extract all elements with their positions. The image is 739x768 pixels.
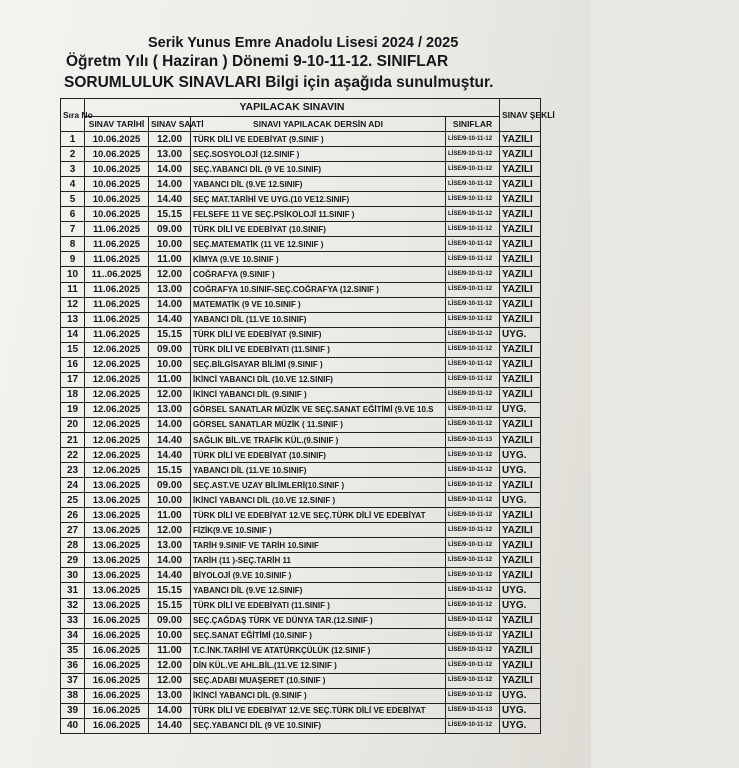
exam-time: 11.00	[149, 508, 191, 523]
subject-name: SEÇ.MATEMATİK (11 VE 12.SINIF )	[191, 237, 446, 252]
exam-type: UYG.	[500, 703, 541, 718]
subject-name: BİYOLOJİ (9.VE 10.SINIF )	[191, 568, 446, 583]
exam-date: 10.06.2025	[85, 207, 149, 222]
exam-type: YAZILI	[500, 267, 541, 282]
exam-date: 13.06.2025	[85, 523, 149, 538]
subject-name: İKİNCİ YABANCI DİL (10.VE 12.SINIF)	[191, 372, 446, 387]
exam-time: 14.00	[149, 553, 191, 568]
exam-title: SORUMLULUK SINAVLARI Bilgi için aşağıda sunulmuştur.	[64, 74, 494, 91]
table-row	[61, 583, 541, 598]
classes: LİSE/9-10-11-12	[446, 553, 500, 568]
row-number: 21	[61, 432, 85, 447]
exam-date: 13.06.2025	[85, 583, 149, 598]
classes: LİSE/9-10-11-12	[446, 327, 500, 342]
exam-type: YAZILI	[500, 568, 541, 583]
exam-date: 11.06.2025	[85, 237, 149, 252]
exam-type: YAZILI	[500, 538, 541, 553]
row-number: 19	[61, 402, 85, 417]
subject-name: YABANCI DİL (9.VE 12.SINIF)	[191, 177, 446, 192]
subject-name: MATEMATİK (9 VE 10.SINIF )	[191, 297, 446, 312]
exam-time: 14.40	[149, 432, 191, 447]
table-row	[61, 327, 541, 342]
subject-name: SEÇ.AST.VE UZAY BİLİMLERİ(10.SINIF )	[191, 478, 446, 493]
exam-time: 13.00	[149, 402, 191, 417]
classes: LİSE/9-10-11-12	[446, 132, 500, 147]
row-number: 3	[61, 162, 85, 177]
row-number: 31	[61, 583, 85, 598]
exam-time: 12.00	[149, 132, 191, 147]
classes: LİSE/9-10-11-12	[446, 252, 500, 267]
table-row	[61, 493, 541, 508]
table-row	[61, 297, 541, 312]
row-number: 9	[61, 252, 85, 267]
table-row	[61, 658, 541, 673]
exam-type: YAZILI	[500, 147, 541, 162]
row-number: 2	[61, 147, 85, 162]
row-number: 39	[61, 703, 85, 718]
classes: LİSE/9-10-11-12	[446, 568, 500, 583]
table-row	[61, 448, 541, 463]
table-row	[61, 132, 541, 147]
subject-name: TÜRK DİLİ VE EDEBİYATI (11.SINIF )	[191, 342, 446, 357]
subject-name: TÜRK DİLİ VE EDEBİYAT (9.SINIF)	[191, 327, 446, 342]
exam-time: 09.00	[149, 342, 191, 357]
exam-type: YAZILI	[500, 297, 541, 312]
table-row	[61, 342, 541, 357]
classes: LİSE/9-10-11-12	[446, 372, 500, 387]
exam-date: 11.06.2025	[85, 282, 149, 297]
row-number: 11	[61, 282, 85, 297]
exam-date: 16.06.2025	[85, 613, 149, 628]
col-header-time: SINAV SAATİ	[149, 117, 191, 132]
subject-name: FİZİK(9.VE 10.SINIF )	[191, 523, 446, 538]
row-number: 27	[61, 523, 85, 538]
exam-type: YAZILI	[500, 192, 541, 207]
subject-name: DİN KÜL.VE AHL.BİL.(11.VE 12.SINIF )	[191, 658, 446, 673]
exam-time: 11.00	[149, 252, 191, 267]
row-number: 37	[61, 673, 85, 688]
exam-type: YAZILI	[500, 132, 541, 147]
row-number: 34	[61, 628, 85, 643]
row-number: 18	[61, 387, 85, 402]
exam-type: YAZILI	[500, 252, 541, 267]
subject-name: TÜRK DİLİ VE EDEBİYAT (9.SINIF )	[191, 132, 446, 147]
exam-time: 14.40	[149, 312, 191, 327]
row-number: 12	[61, 297, 85, 312]
exam-date: 10.06.2025	[85, 162, 149, 177]
row-number: 23	[61, 463, 85, 478]
classes: LİSE/9-10-11-12	[446, 463, 500, 478]
classes: LİSE/9-10-11-12	[446, 387, 500, 402]
table-row	[61, 478, 541, 493]
row-number: 25	[61, 493, 85, 508]
table-row	[61, 207, 541, 222]
table-row	[61, 387, 541, 402]
exam-time: 12.00	[149, 267, 191, 282]
exam-type: YAZILI	[500, 177, 541, 192]
exam-date: 12.06.2025	[85, 372, 149, 387]
row-number: 29	[61, 553, 85, 568]
subject-name: SEÇ.ÇAĞDAŞ TÜRK VE DÜNYA TAR.(12.SINIF )	[191, 613, 446, 628]
exam-date: 13.06.2025	[85, 598, 149, 613]
subject-name: YABANCI DİL (9.VE 12.SINIF)	[191, 583, 446, 598]
exam-date: 12.06.2025	[85, 402, 149, 417]
subject-name: TÜRK DİLİ VE EDEBİYATI (11.SINIF )	[191, 598, 446, 613]
exam-type: UYG.	[500, 463, 541, 478]
exam-time: 13.00	[149, 538, 191, 553]
classes: LİSE/9-10-11-12	[446, 342, 500, 357]
row-number: 8	[61, 237, 85, 252]
classes: LİSE/9-10-11-12	[446, 688, 500, 703]
exam-time: 15.15	[149, 207, 191, 222]
exam-type: YAZILI	[500, 222, 541, 237]
classes: LİSE/9-10-11-12	[446, 207, 500, 222]
exam-time: 12.00	[149, 523, 191, 538]
row-number: 30	[61, 568, 85, 583]
exam-type: YAZILI	[500, 432, 541, 447]
classes: LİSE/9-10-11-12	[446, 613, 500, 628]
exam-time: 09.00	[149, 613, 191, 628]
subject-name: TÜRK DİLİ VE EDEBİYAT (10.SINIF)	[191, 222, 446, 237]
exam-type: YAZILI	[500, 312, 541, 327]
exam-date: 11.06.2025	[85, 222, 149, 237]
exam-date: 12.06.2025	[85, 432, 149, 447]
row-number: 14	[61, 327, 85, 342]
subject-name: SEÇ.BİLGİSAYAR BİLİMİ (9.SINIF )	[191, 357, 446, 372]
table-row	[61, 147, 541, 162]
classes: LİSE/9-10-11-12	[446, 162, 500, 177]
exam-date: 11.06.2025	[85, 252, 149, 267]
classes: LİSE/9-10-11-12	[446, 508, 500, 523]
exam-date: 13.06.2025	[85, 478, 149, 493]
subject-name: İKİNCİ YABANCI DİL (10.VE 12.SINIF )	[191, 493, 446, 508]
table-row	[61, 538, 541, 553]
subject-name: TARİH (11 )-SEÇ.TARİH 11	[191, 553, 446, 568]
exam-type: YAZILI	[500, 613, 541, 628]
subject-name: KİMYA (9.VE 10.SINIF )	[191, 252, 446, 267]
exam-time: 11.00	[149, 643, 191, 658]
col-header-classes: SINIFLAR	[446, 117, 500, 132]
exam-type: UYG.	[500, 402, 541, 417]
subject-name: TÜRK DİLİ VE EDEBİYAT 12.VE SEÇ.TÜRK DİLİ VE EDEBİYAT	[191, 508, 446, 523]
table-row	[61, 643, 541, 658]
classes: LİSE/9-10-11-13	[446, 703, 500, 718]
classes: LİSE/9-10-11-12	[446, 417, 500, 432]
exam-type: UYG.	[500, 598, 541, 613]
exam-type: YAZILI	[500, 207, 541, 222]
exam-type: YAZILI	[500, 523, 541, 538]
subject-name: GÖRSEL SANATLAR MÜZİK VE SEÇ.SANAT EĞİTİMİ (9.VE 10.S	[191, 402, 446, 417]
table-row	[61, 267, 541, 282]
exam-date: 16.06.2025	[85, 718, 149, 733]
table-row	[61, 703, 541, 718]
table-row	[61, 718, 541, 733]
exam-time: 14.40	[149, 192, 191, 207]
classes: LİSE/9-10-11-12	[446, 478, 500, 493]
col-header-subject: SINAVI YAPILACAK DERSİN ADI	[191, 117, 446, 132]
classes: LİSE/9-10-11-12	[446, 222, 500, 237]
exam-type: UYG.	[500, 583, 541, 598]
exam-type: YAZILI	[500, 643, 541, 658]
exam-date: 10.06.2025	[85, 132, 149, 147]
exam-type: YAZILI	[500, 387, 541, 402]
exam-time: 09.00	[149, 478, 191, 493]
table-row	[61, 432, 541, 447]
exam-date: 16.06.2025	[85, 688, 149, 703]
table-row	[61, 463, 541, 478]
classes: LİSE/9-10-11-12	[446, 538, 500, 553]
exam-date: 16.06.2025	[85, 658, 149, 673]
exam-time: 09.00	[149, 222, 191, 237]
exam-type: YAZILI	[500, 658, 541, 673]
exam-time: 11.00	[149, 372, 191, 387]
table-row	[61, 628, 541, 643]
classes: LİSE/9-10-11-12	[446, 673, 500, 688]
exam-time: 14.00	[149, 177, 191, 192]
table-row	[61, 553, 541, 568]
exam-date: 16.06.2025	[85, 673, 149, 688]
row-number: 22	[61, 448, 85, 463]
subject-name: FELSEFE 11 VE SEÇ.PSİKOLOJİ 11.SINIF )	[191, 207, 446, 222]
table-row	[61, 673, 541, 688]
exam-schedule-table	[60, 98, 555, 734]
subject-name: SAĞLIK BİL.VE TRAFİK KÜL.(9.SINIF )	[191, 432, 446, 447]
table-body	[61, 132, 541, 734]
exam-date: 12.06.2025	[85, 417, 149, 432]
exam-time: 12.00	[149, 673, 191, 688]
subject-name: SEÇ.YABANCI DİL (9 VE 10.SINIF)	[191, 718, 446, 733]
table-row	[61, 402, 541, 417]
exam-type: UYG.	[500, 718, 541, 733]
exam-type: UYG.	[500, 448, 541, 463]
exam-date: 16.06.2025	[85, 703, 149, 718]
classes: LİSE/9-10-11-12	[446, 192, 500, 207]
row-number: 20	[61, 417, 85, 432]
exam-type: YAZILI	[500, 553, 541, 568]
classes: LİSE/9-10-11-12	[446, 523, 500, 538]
exam-date: 13.06.2025	[85, 508, 149, 523]
exam-date: 10.06.2025	[85, 147, 149, 162]
row-number: 5	[61, 192, 85, 207]
exam-type: UYG.	[500, 493, 541, 508]
table-row	[61, 222, 541, 237]
classes: LİSE/9-10-11-12	[446, 357, 500, 372]
exam-date: 11..06.2025	[85, 267, 149, 282]
exam-date: 13.06.2025	[85, 568, 149, 583]
period-title: Öğretm Yılı ( Haziran ) Dönemi 9-10-11-12. SINIFLAR	[66, 53, 449, 70]
exam-time: 14.40	[149, 718, 191, 733]
row-number: 36	[61, 658, 85, 673]
exam-time: 14.40	[149, 568, 191, 583]
exam-time: 10.00	[149, 237, 191, 252]
subject-name: İKİNCİ YABANCI DİL (9.SINIF )	[191, 688, 446, 703]
subject-name: SEÇ.ADABI MUAŞERET (10.SINIF )	[191, 673, 446, 688]
table-row	[61, 568, 541, 583]
row-number: 40	[61, 718, 85, 733]
exam-type: YAZILI	[500, 508, 541, 523]
exam-type: YAZILI	[500, 282, 541, 297]
exam-date: 13.06.2025	[85, 553, 149, 568]
exam-date: 11.06.2025	[85, 297, 149, 312]
subject-name: SEÇ.SOSYOLOJİ (12.SINIF )	[191, 147, 446, 162]
row-number: 33	[61, 613, 85, 628]
exam-date: 12.06.2025	[85, 463, 149, 478]
row-number: 13	[61, 312, 85, 327]
exam-time: 13.00	[149, 147, 191, 162]
classes: LİSE/9-10-11-12	[446, 598, 500, 613]
exam-type: YAZILI	[500, 357, 541, 372]
exam-date: 10.06.2025	[85, 192, 149, 207]
table-row	[61, 192, 541, 207]
classes: LİSE/9-10-11-12	[446, 583, 500, 598]
exam-time: 13.00	[149, 282, 191, 297]
table-row	[61, 688, 541, 703]
table-top-header: YAPILACAK SINAVIN	[85, 99, 500, 117]
subject-name: COĞRAFYA (9.SINIF )	[191, 267, 446, 282]
classes: LİSE/9-10-11-12	[446, 237, 500, 252]
exam-type: YAZILI	[500, 162, 541, 177]
exam-time: 15.15	[149, 598, 191, 613]
table-row	[61, 357, 541, 372]
classes: LİSE/9-10-11-13	[446, 432, 500, 447]
exam-time: 15.15	[149, 327, 191, 342]
school-title: Serik Yunus Emre Anadolu Lisesi 2024 / 2025	[148, 35, 459, 51]
table-row	[61, 508, 541, 523]
row-number: 1	[61, 132, 85, 147]
subject-name: İKİNCİ YABANCI DİL (9.SINIF )	[191, 387, 446, 402]
row-number: 16	[61, 357, 85, 372]
exam-date: 12.06.2025	[85, 387, 149, 402]
exam-type: YAZILI	[500, 417, 541, 432]
exam-date: 13.06.2025	[85, 493, 149, 508]
classes: LİSE/9-10-11-12	[446, 297, 500, 312]
subject-name: TARİH 9.SINIF VE TARİH 10.SINIF	[191, 538, 446, 553]
row-number: 10	[61, 267, 85, 282]
exam-date: 12.06.2025	[85, 342, 149, 357]
row-number: 35	[61, 643, 85, 658]
row-number: 38	[61, 688, 85, 703]
table-row	[61, 613, 541, 628]
row-number: 7	[61, 222, 85, 237]
exam-time: 15.15	[149, 583, 191, 598]
row-number: 28	[61, 538, 85, 553]
exam-time: 14.40	[149, 448, 191, 463]
exam-date: 16.06.2025	[85, 628, 149, 643]
exam-time: 12.00	[149, 387, 191, 402]
subject-name: SEÇ.SANAT EĞİTİMİ (10.SINIF )	[191, 628, 446, 643]
classes: LİSE/9-10-11-12	[446, 267, 500, 282]
exam-type: YAZILI	[500, 673, 541, 688]
subject-name: TÜRK DİLİ VE EDEBİYAT (10.SINIF)	[191, 448, 446, 463]
exam-date: 11.06.2025	[85, 327, 149, 342]
exam-type: YAZILI	[500, 237, 541, 252]
exam-time: 10.00	[149, 493, 191, 508]
table-row	[61, 162, 541, 177]
classes: LİSE/9-10-11-12	[446, 147, 500, 162]
table-row	[61, 177, 541, 192]
exam-time: 14.00	[149, 417, 191, 432]
exam-date: 13.06.2025	[85, 538, 149, 553]
classes: LİSE/9-10-11-12	[446, 282, 500, 297]
exam-date: 12.06.2025	[85, 357, 149, 372]
exam-time: 10.00	[149, 357, 191, 372]
subject-name: YABANCI DİL (11.VE 10.SINIF)	[191, 463, 446, 478]
classes: LİSE/9-10-11-12	[446, 628, 500, 643]
exam-time: 14.00	[149, 162, 191, 177]
exam-time: 12.00	[149, 658, 191, 673]
table-row	[61, 237, 541, 252]
subject-name: SEÇ.YABANCI DİL (9 VE 10.SINIF)	[191, 162, 446, 177]
subject-name: TÜRK DİLİ VE EDEBİYAT 12.VE SEÇ.TÜRK DİLİ VE EDEBİYAT	[191, 703, 446, 718]
col-header-no: Sıra No	[61, 99, 85, 132]
exam-time: 15.15	[149, 463, 191, 478]
row-number: 15	[61, 342, 85, 357]
exam-type: YAZILI	[500, 342, 541, 357]
exam-type: YAZILI	[500, 372, 541, 387]
subject-name: SEÇ MAT.TARİHİ VE UYG.(10 VE12.SINIF)	[191, 192, 446, 207]
row-number: 32	[61, 598, 85, 613]
table-row	[61, 372, 541, 387]
classes: LİSE/9-10-11-12	[446, 402, 500, 417]
col-header-type: SINAV ŞEKLİ	[500, 99, 541, 132]
row-number: 24	[61, 478, 85, 493]
exam-time: 10.00	[149, 628, 191, 643]
subject-name: T.C.İNK.TARİHİ VE ATATÜRKÇÜLÜK (12.SINIF )	[191, 643, 446, 658]
subject-name: YABANCI DİL (11.VE 10.SINIF)	[191, 312, 446, 327]
exam-type: UYG.	[500, 327, 541, 342]
exam-date: 11.06.2025	[85, 312, 149, 327]
classes: LİSE/9-10-11-12	[446, 643, 500, 658]
exam-time: 14.00	[149, 703, 191, 718]
classes: LİSE/9-10-11-12	[446, 312, 500, 327]
table-row	[61, 598, 541, 613]
classes: LİSE/9-10-11-12	[446, 448, 500, 463]
table-row	[61, 282, 541, 297]
exam-date: 16.06.2025	[85, 643, 149, 658]
table-row	[61, 523, 541, 538]
classes: LİSE/9-10-11-12	[446, 658, 500, 673]
exam-time: 13.00	[149, 688, 191, 703]
row-number: 6	[61, 207, 85, 222]
table-row	[61, 417, 541, 432]
exam-type: YAZILI	[500, 478, 541, 493]
classes: LİSE/9-10-11-12	[446, 493, 500, 508]
row-number: 4	[61, 177, 85, 192]
classes: LİSE/9-10-11-12	[446, 177, 500, 192]
col-header-date: SINAV TARİHİ	[85, 117, 149, 132]
row-number: 26	[61, 508, 85, 523]
exam-type: UYG.	[500, 688, 541, 703]
subject-name: GÖRSEL SANATLAR MÜZİK ( 11.SINIF )	[191, 417, 446, 432]
exam-time: 14.00	[149, 297, 191, 312]
table-row	[61, 312, 541, 327]
classes: LİSE/9-10-11-12	[446, 718, 500, 733]
exam-date: 10.06.2025	[85, 177, 149, 192]
table-row	[61, 252, 541, 267]
exam-date: 12.06.2025	[85, 448, 149, 463]
subject-name: COĞRAFYA 10.SINIF-SEÇ.COĞRAFYA (12.SINIF )	[191, 282, 446, 297]
exam-type: YAZILI	[500, 628, 541, 643]
row-number: 17	[61, 372, 85, 387]
